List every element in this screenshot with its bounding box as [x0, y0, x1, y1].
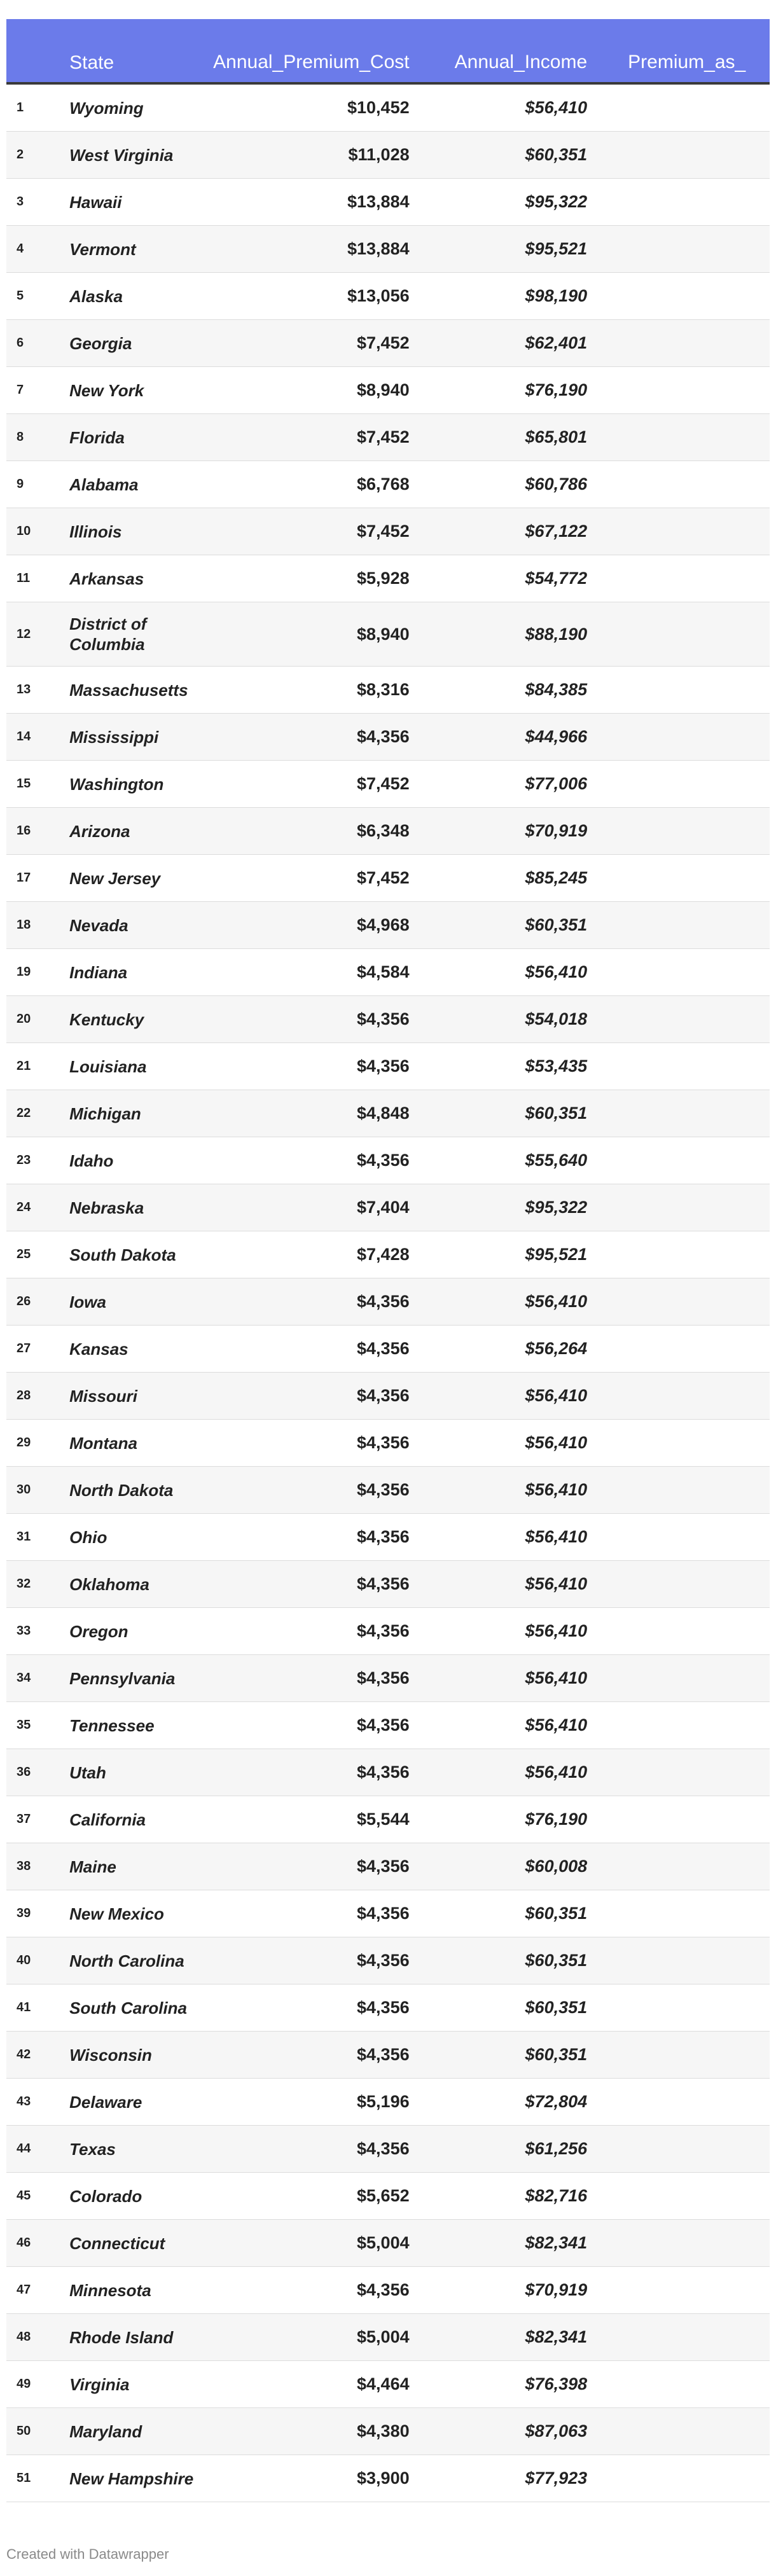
rank-cell: 41 [17, 2000, 31, 2014]
column-header-annual-income[interactable]: Annual_Income [454, 52, 588, 73]
state-cell: Wisconsin [69, 2045, 152, 2065]
premium-cell: $4,356 [357, 1715, 410, 1735]
premium-cell: $6,768 [357, 474, 410, 494]
premium-cell: $5,004 [357, 2327, 410, 2346]
premium-cell: $4,968 [357, 915, 410, 934]
premium-cell: $4,356 [357, 1433, 410, 1452]
income-cell: $56,410 [525, 1527, 588, 1546]
rank-cell: 43 [17, 2095, 31, 2109]
table-row [6, 273, 770, 320]
state-cell: New Jersey [69, 868, 161, 888]
state-cell: Arizona [69, 821, 130, 841]
table-row [6, 2361, 770, 2408]
premium-cell: $4,356 [357, 1621, 410, 1640]
income-cell: $55,640 [525, 1151, 588, 1170]
premium-cell: $4,356 [357, 1527, 410, 1546]
rank-cell: 30 [17, 1483, 31, 1497]
table-row [6, 602, 770, 667]
rank-cell: 19 [17, 965, 31, 979]
income-cell: $61,256 [525, 2139, 588, 2158]
state-cell: Virginia [69, 2374, 130, 2394]
rank-cell: 16 [17, 824, 31, 838]
state-cell: Oregon [69, 1621, 128, 1641]
state-cell: Montana [69, 1433, 137, 1453]
table-row [6, 1984, 770, 2032]
state-cell: Oklahoma [69, 1574, 149, 1594]
income-cell: $56,410 [525, 1480, 588, 1499]
table-row [6, 2408, 770, 2455]
rank-cell: 7 [17, 383, 24, 397]
state-cell: Wyoming [69, 98, 144, 118]
premium-cell: $8,940 [357, 380, 410, 399]
income-cell: $60,351 [525, 2045, 588, 2064]
state-cell: Vermont [69, 239, 136, 259]
income-cell: $54,018 [525, 1009, 588, 1028]
premium-cell: $7,428 [357, 1245, 410, 1264]
table-row [6, 1278, 770, 1326]
income-cell: $82,716 [525, 2186, 588, 2205]
rank-cell: 49 [17, 2377, 31, 2391]
rank-cell: 35 [17, 1718, 31, 1732]
column-header-premium-as[interactable]: Premium_as_ [628, 52, 746, 73]
rank-cell: 21 [17, 1059, 31, 1073]
table-row [6, 320, 770, 367]
state-cell: Texas [69, 2139, 116, 2159]
rank-cell: 18 [17, 918, 31, 932]
table-row [6, 667, 770, 714]
premium-cell: $6,348 [357, 821, 410, 840]
table-row [6, 2079, 770, 2126]
table-row [6, 2220, 770, 2267]
rank-cell: 15 [17, 777, 31, 791]
rank-cell: 17 [17, 871, 31, 885]
rank-cell: 36 [17, 1765, 31, 1779]
table-row [6, 1514, 770, 1561]
rank-cell: 48 [17, 2330, 31, 2344]
income-cell: $60,008 [525, 1857, 588, 1876]
premium-cell: $10,452 [347, 98, 410, 117]
table-row [6, 1231, 770, 1278]
rank-cell: 22 [17, 1106, 31, 1120]
state-cell: Indiana [69, 962, 128, 982]
premium-cell: $4,356 [357, 1998, 410, 2017]
rank-cell: 47 [17, 2283, 31, 2297]
premium-cell: $4,356 [357, 1480, 410, 1499]
premium-cell: $5,004 [357, 2233, 410, 2252]
table-body [6, 85, 770, 2502]
state-cell: New Hampshire [69, 2469, 194, 2488]
rank-cell: 11 [17, 571, 31, 585]
income-cell: $60,351 [525, 1951, 588, 1970]
rank-cell: 8 [17, 430, 24, 444]
premium-cell: $8,940 [357, 624, 410, 644]
income-cell: $95,521 [525, 1245, 588, 1264]
state-cell: North Dakota [69, 1480, 174, 1500]
state-cell: Colorado [69, 2186, 142, 2206]
data-table [6, 19, 770, 2502]
premium-cell: $5,652 [357, 2186, 410, 2205]
state-cell: Kentucky [69, 1009, 144, 1029]
income-cell: $76,398 [525, 2374, 588, 2393]
premium-cell: $3,900 [357, 2469, 410, 2488]
table-row [6, 1608, 770, 1655]
income-cell: $62,401 [525, 333, 588, 352]
state-cell: Washington [69, 774, 164, 794]
income-cell: $85,245 [525, 868, 588, 887]
rank-cell: 27 [17, 1341, 31, 1355]
table-row [6, 949, 770, 996]
premium-cell: $4,380 [357, 2421, 410, 2441]
income-cell: $77,006 [525, 774, 588, 793]
rank-cell: 42 [17, 2047, 31, 2061]
state-cell: South Carolina [69, 1998, 188, 2018]
income-cell: $82,341 [525, 2327, 588, 2346]
premium-cell: $4,356 [357, 2280, 410, 2299]
table-row [6, 1937, 770, 1984]
table-row [6, 2314, 770, 2361]
table-row [6, 2173, 770, 2220]
income-cell: $76,190 [525, 380, 588, 399]
state-cell: Idaho [69, 1151, 114, 1170]
state-cell: Utah [69, 1762, 106, 1782]
premium-cell: $7,452 [357, 868, 410, 887]
table-row [6, 1890, 770, 1937]
state-cell: West Virginia [69, 145, 174, 165]
income-cell: $77,923 [525, 2469, 588, 2488]
premium-cell: $5,544 [357, 1810, 410, 1829]
premium-cell: $8,316 [357, 680, 410, 699]
income-cell: $60,351 [525, 915, 588, 934]
table-row [6, 1702, 770, 1749]
rank-cell: 9 [17, 477, 24, 491]
income-cell: $60,351 [525, 1998, 588, 2017]
state-cell: Michigan [69, 1104, 141, 1123]
premium-cell: $7,404 [357, 1198, 410, 1217]
table-row [6, 1796, 770, 1843]
premium-cell: $4,356 [357, 1574, 410, 1593]
income-cell: $67,122 [525, 522, 588, 541]
income-cell: $65,801 [525, 427, 588, 447]
rank-cell: 10 [17, 524, 31, 538]
premium-cell: $7,452 [357, 774, 410, 793]
table-row [6, 226, 770, 273]
table-row [6, 808, 770, 855]
state-cell: Massachusetts [69, 680, 188, 700]
income-cell: $56,410 [525, 1762, 588, 1782]
rank-cell: 32 [17, 1577, 31, 1591]
premium-cell: $4,356 [357, 1762, 410, 1782]
rank-cell: 38 [17, 1859, 31, 1873]
income-cell: $56,410 [525, 962, 588, 981]
income-cell: $60,786 [525, 474, 588, 494]
rank-cell: 13 [17, 682, 31, 696]
table-row [6, 555, 770, 602]
income-cell: $56,410 [525, 1621, 588, 1640]
premium-cell: $4,356 [357, 1056, 410, 1076]
rank-cell: 39 [17, 1906, 31, 1920]
rank-cell: 31 [17, 1530, 31, 1544]
income-cell: $60,351 [525, 145, 588, 164]
table-row [6, 1137, 770, 1184]
income-cell: $60,351 [525, 1104, 588, 1123]
state-cell: Louisiana [69, 1056, 147, 1076]
table-row [6, 414, 770, 461]
rank-cell: 44 [17, 2142, 31, 2156]
rank-cell: 46 [17, 2236, 31, 2250]
rank-cell: 33 [17, 1624, 31, 1638]
income-cell: $70,919 [525, 2280, 588, 2299]
state-cell: Hawaii [69, 192, 122, 212]
premium-cell: $4,356 [357, 1151, 410, 1170]
state-cell: South Dakota [69, 1245, 176, 1264]
premium-cell: $4,356 [357, 1009, 410, 1028]
rank-cell: 28 [17, 1388, 31, 1402]
premium-cell: $4,356 [357, 1292, 410, 1311]
table-row [6, 1561, 770, 1608]
state-cell: Delaware [69, 2092, 142, 2112]
state-cell: Nebraska [69, 1198, 144, 1217]
state-cell: Maryland [69, 2421, 142, 2441]
income-cell: $56,410 [525, 1386, 588, 1405]
rank-cell: 24 [17, 1200, 31, 1214]
rank-cell: 50 [17, 2424, 31, 2438]
table-row [6, 1184, 770, 1231]
premium-cell: $4,356 [357, 2045, 410, 2064]
income-cell: $98,190 [525, 286, 588, 305]
rank-cell: 23 [17, 1153, 31, 1167]
table-row [6, 2032, 770, 2079]
rank-cell: 3 [17, 195, 24, 209]
income-cell: $56,410 [525, 1433, 588, 1452]
table-row [6, 2455, 770, 2502]
table-row [6, 508, 770, 555]
state-cell: Maine [69, 1857, 116, 1876]
income-cell: $56,410 [525, 1668, 588, 1687]
premium-cell: $4,848 [357, 1104, 410, 1123]
premium-cell: $7,452 [357, 427, 410, 447]
table-row [6, 1420, 770, 1467]
rank-cell: 40 [17, 1953, 31, 1967]
income-cell: $70,919 [525, 821, 588, 840]
state-cell: Alaska [69, 286, 123, 306]
premium-cell: $7,452 [357, 522, 410, 541]
rank-cell: 25 [17, 1247, 31, 1261]
state-cell: Georgia [69, 333, 132, 353]
state-cell: California [69, 1810, 146, 1829]
rank-cell: 26 [17, 1294, 31, 1308]
rank-cell: 14 [17, 730, 31, 744]
premium-cell: $4,356 [357, 1904, 410, 1923]
income-cell: $53,435 [525, 1056, 588, 1076]
income-cell: $56,410 [525, 1574, 588, 1593]
state-cell: New Mexico [69, 1904, 164, 1923]
column-header-state[interactable]: State [69, 52, 114, 73]
state-cell: District of Columbia [69, 614, 147, 654]
table-row [6, 132, 770, 179]
table-row [6, 855, 770, 902]
state-cell: Arkansas [69, 569, 144, 588]
income-cell: $60,351 [525, 1904, 588, 1923]
premium-cell: $5,196 [357, 2092, 410, 2111]
state-cell: Nevada [69, 915, 128, 935]
income-cell: $82,341 [525, 2233, 588, 2252]
premium-cell: $4,356 [357, 1951, 410, 1970]
table-row [6, 761, 770, 808]
income-cell: $56,410 [525, 1715, 588, 1735]
table-row [6, 367, 770, 414]
table-row [6, 714, 770, 761]
income-cell: $72,804 [525, 2092, 588, 2111]
premium-cell: $11,028 [348, 145, 410, 164]
income-cell: $56,410 [525, 1292, 588, 1311]
rank-cell: 37 [17, 1812, 31, 1826]
income-cell: $56,264 [525, 1339, 588, 1358]
rank-cell: 5 [17, 289, 24, 303]
rank-cell: 45 [17, 2189, 31, 2203]
table-row [6, 1043, 770, 1090]
state-cell: Kansas [69, 1339, 128, 1359]
state-cell: Connecticut [69, 2233, 165, 2253]
state-cell: Alabama [69, 474, 139, 494]
income-cell: $44,966 [525, 727, 588, 746]
table-row [6, 1326, 770, 1373]
premium-cell: $4,584 [357, 962, 410, 981]
premium-cell: $13,884 [347, 192, 410, 211]
rank-cell: 2 [17, 148, 24, 162]
table-row [6, 461, 770, 508]
premium-cell: $4,356 [357, 1386, 410, 1405]
rank-cell: 1 [17, 100, 24, 114]
premium-cell: $5,928 [357, 569, 410, 588]
state-cell: Minnesota [69, 2280, 151, 2300]
table-row [6, 1843, 770, 1890]
table-row [6, 1655, 770, 1702]
table-header [6, 19, 770, 85]
premium-cell: $4,356 [357, 727, 410, 746]
state-cell: Mississippi [69, 727, 159, 747]
income-cell: $87,063 [525, 2421, 588, 2441]
state-cell: Pennsylvania [69, 1668, 176, 1688]
table-row [6, 1090, 770, 1137]
state-cell: Ohio [69, 1527, 107, 1547]
premium-cell: $4,356 [357, 1668, 410, 1687]
rank-cell: 4 [17, 242, 24, 256]
state-cell: Iowa [69, 1292, 106, 1312]
income-cell: $95,521 [525, 239, 588, 258]
state-cell: Florida [69, 427, 125, 447]
column-header-annual-premium-cost[interactable]: Annual_Premium_Cost [213, 52, 410, 73]
column-header-rank[interactable] [6, 73, 69, 82]
table-row [6, 2126, 770, 2173]
table-row [6, 1749, 770, 1796]
table-row [6, 85, 770, 132]
income-cell: $95,322 [525, 1198, 588, 1217]
state-cell: Rhode Island [69, 2327, 174, 2347]
premium-cell: $13,884 [347, 239, 410, 258]
table-row [6, 902, 770, 949]
state-cell: New York [69, 380, 144, 400]
rank-cell: 12 [17, 627, 31, 641]
income-cell: $76,190 [525, 1810, 588, 1829]
state-cell: Illinois [69, 522, 122, 541]
state-cell: North Carolina [69, 1951, 184, 1970]
state-cell: Tennessee [69, 1715, 155, 1735]
premium-cell: $4,356 [357, 1857, 410, 1876]
income-cell: $54,772 [525, 569, 588, 588]
income-cell: $95,322 [525, 192, 588, 211]
rank-cell: 29 [17, 1436, 31, 1450]
premium-cell: $13,056 [347, 286, 410, 305]
income-cell: $56,410 [525, 98, 588, 117]
premium-cell: $7,452 [357, 333, 410, 352]
table-row [6, 1373, 770, 1420]
rank-cell: 34 [17, 1671, 31, 1685]
rank-cell: 6 [17, 336, 24, 350]
premium-cell: $4,356 [357, 1339, 410, 1358]
income-cell: $84,385 [525, 680, 588, 699]
rank-cell: 51 [17, 2471, 31, 2485]
table-row [6, 996, 770, 1043]
premium-cell: $4,464 [357, 2374, 410, 2393]
state-cell: Missouri [69, 1386, 138, 1406]
premium-cell: $4,356 [357, 2139, 410, 2158]
footer-credit: Created with Datawrapper [6, 2546, 169, 2562]
rank-cell: 20 [17, 1012, 31, 1026]
table-row [6, 2267, 770, 2314]
income-cell: $88,190 [525, 624, 588, 644]
table-row [6, 1467, 770, 1514]
table-row [6, 179, 770, 226]
